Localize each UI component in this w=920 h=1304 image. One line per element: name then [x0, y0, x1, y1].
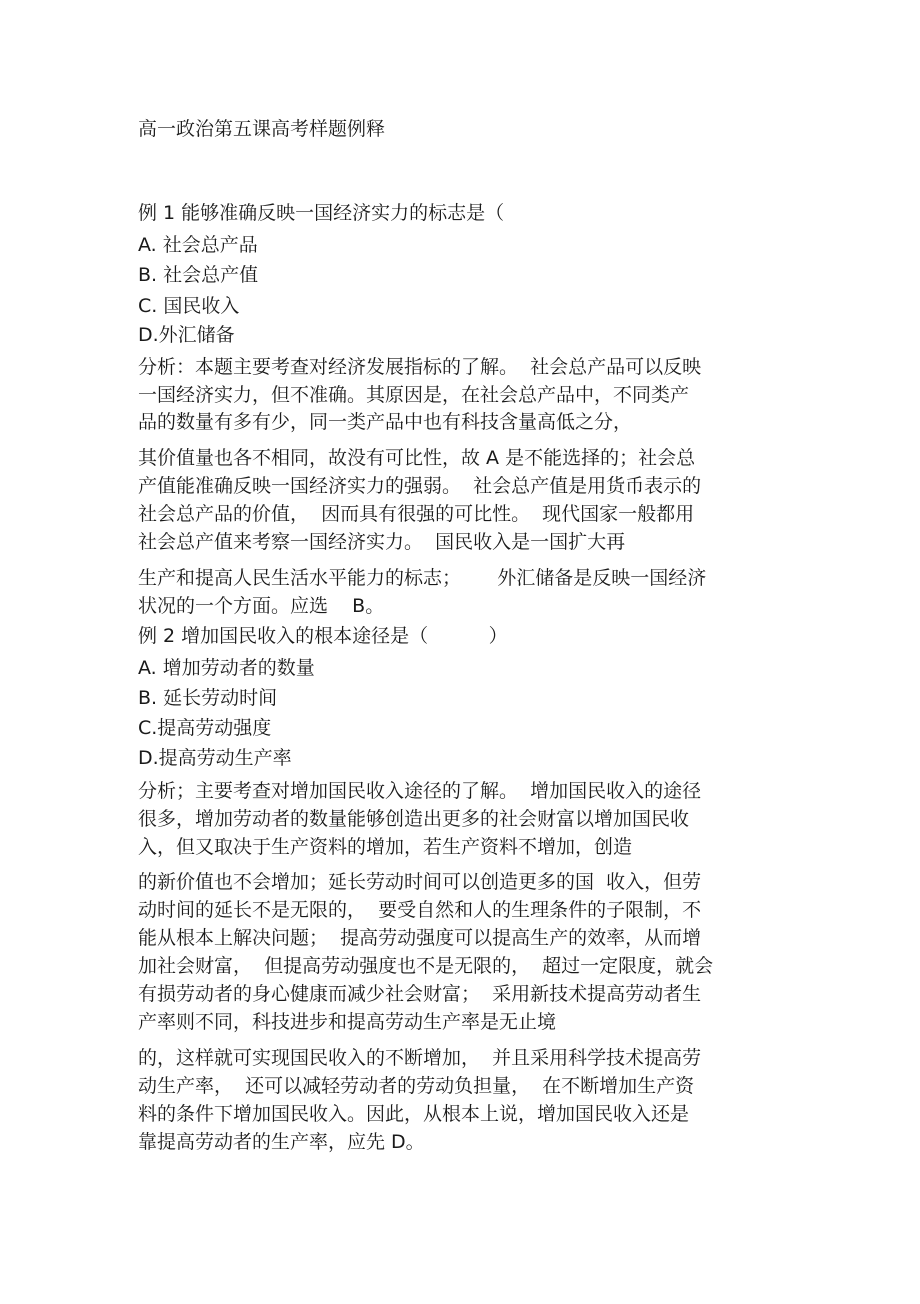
question-1-option-c: C. 国民收入 — [138, 295, 240, 317]
question-2-analysis-line: 动生产率， 还可以减轻劳动者的劳动负担量， 在不断增加生产资 — [138, 1075, 695, 1097]
question-2-analysis-line: 能从根本上解决问题； 提高劳动强度可以提高生产的效率，从而增 — [138, 927, 702, 949]
question-1-analysis-line: 状况的一个方面。应选 B。 — [138, 595, 385, 617]
question-1-analysis-line: 社会总产值来考察一国经济实力。 国民收入是一国扩大再 — [138, 531, 626, 553]
question-2-stem: 例 2 增加国民收入的根本途径是（ ） — [138, 625, 508, 647]
question-2-option-c: C.提高劳动强度 — [138, 717, 272, 739]
question-1-analysis-line: 品的数量有多有少，同一类产品中也有科技含量高低之分， — [138, 411, 633, 433]
question-2-analysis-line: 入，但又取决于生产资料的增加，若生产资料不增加，创造 — [138, 836, 633, 858]
question-2-analysis-line: 的新价值也不会增加；延长劳动时间可以创造更多的国 收入，但劳 — [138, 871, 702, 893]
question-2-option-d: D.提高劳动生产率 — [138, 747, 292, 769]
question-1-option-b: B. 社会总产值 — [138, 264, 259, 286]
question-1-option-a: A. 社会总产品 — [138, 234, 258, 256]
question-2-analysis-line: 有损劳动者的身心健康而减少社会财富； 采用新技术提高劳动者生 — [138, 983, 702, 1005]
question-2-analysis-line: 料的条件下增加国民收入。因此，从根本上说，增加国民收入还是 — [138, 1103, 690, 1125]
question-2-analysis-line: 产率则不同，科技进步和提高劳动生产率是无止境 — [138, 1011, 557, 1033]
question-2-option-b: B. 延长劳动时间 — [138, 687, 278, 709]
question-1-stem: 例 1 能够准确反映一国经济实力的标志是（ — [138, 202, 505, 224]
question-2-analysis-line: 动时间的延长不是无限的， 要受自然和人的生理条件的子限制，不 — [138, 899, 702, 921]
question-1-analysis-line: 分析：本题主要考查对经济发展指标的了解。 社会总产品可以反映 — [138, 356, 702, 378]
question-2-option-a: A. 增加劳动者的数量 — [138, 657, 315, 679]
question-2-analysis-line: 靠提高劳动者的生产率，应先 D。 — [138, 1131, 425, 1153]
question-2-analysis-line: 分析；主要考查对增加国民收入途径的了解。 增加国民收入的途径 — [138, 780, 702, 802]
question-2-analysis-line: 很多，增加劳动者的数量能够创造出更多的社会财富以增加国民收 — [138, 808, 690, 830]
page-title: 高一政治第五课高考样题例释 — [138, 118, 386, 140]
question-1-analysis-line: 社会总产品的价值， 因而具有很强的可比性。 现代国家一般都用 — [138, 503, 695, 525]
question-1-analysis-line: 生产和提高人民生活水平能力的标志； 外汇储备是反映一国经济 — [138, 567, 707, 589]
question-1-analysis-line: 产值能准确反映一国经济实力的强弱。 社会总产值是用货币表示的 — [138, 475, 702, 497]
question-2-analysis-line: 加社会财富， 但提高劳动强度也不是无限的， 超过一定限度，就会 — [138, 955, 714, 977]
question-1-option-d: D.外汇储备 — [138, 324, 235, 346]
question-1-analysis-line: 一国经济实力，但不准确。其原因是，在社会总产品中，不同类产 — [138, 384, 690, 406]
question-1-analysis-line: 其价值量也各不相同，故没有可比性，故 A 是不能选择的；社会总 — [138, 447, 696, 469]
question-2-analysis-line: 的，这样就可实现国民收入的不断增加， 并且采用科学技术提高劳 — [138, 1047, 702, 1069]
